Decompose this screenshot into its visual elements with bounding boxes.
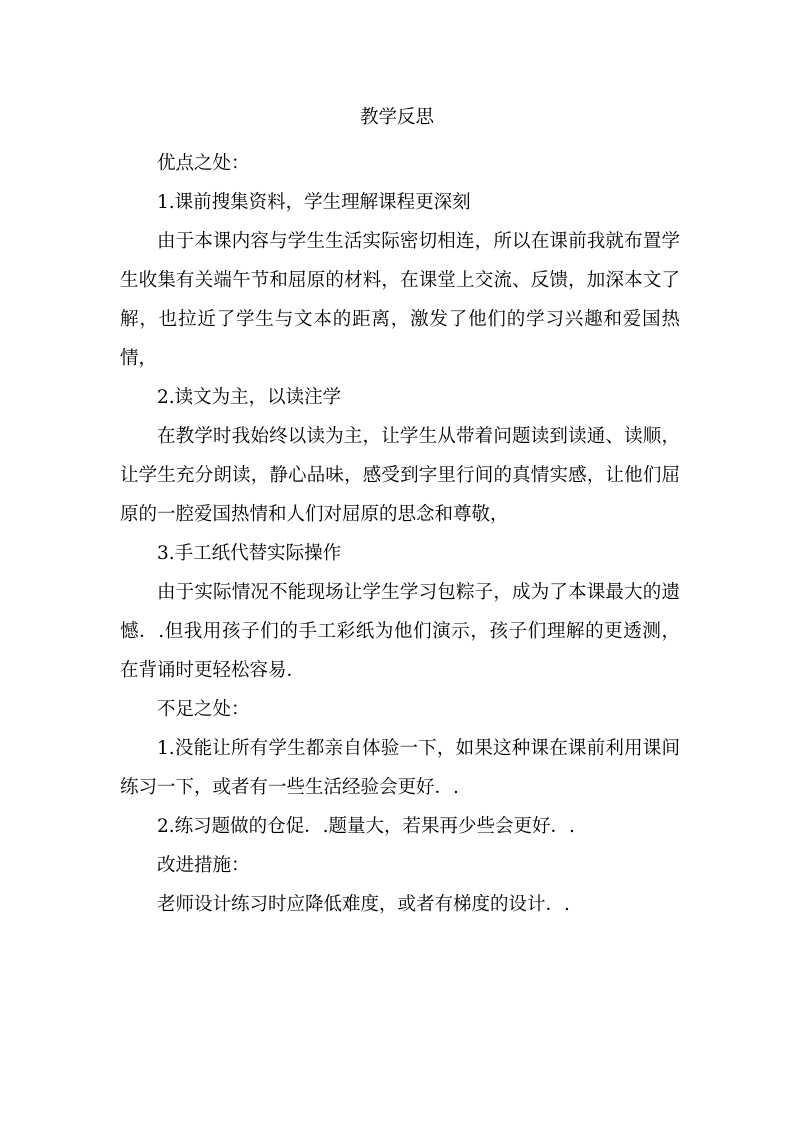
document-title: 教学反思 xyxy=(359,107,434,128)
document-body xyxy=(120,144,680,924)
point-heading-1: 1.课前搜集资料，学生理解课程更深刻 xyxy=(157,192,471,213)
point-body-3: 由于实际情况不能现场让学生学习包粽子，成为了本课最大的遗憾．.但我用孩子们的手工彩纸为他们演示，孩子们理解的更透测，在背诵时更轻松容易． xyxy=(120,582,680,681)
weakness-1: 1.没能让所有学生都亲自体验一下，如果这种课在课前利用课间练习一下，或者有一些生活经验会更好．. xyxy=(120,738,680,798)
weakness-2: 2.练习题做的仓促．.题量大，若果再少些会更好．. xyxy=(157,816,575,837)
section-heading-improvements: 改进措施： xyxy=(157,855,250,876)
point-body-1: 由于本课内容与学生生活实际密切相连，所以在课前我就布置学生收集有关端午节和屈原的材料，在课堂上交流、反馈，加深本文了解，也拉近了学生与文本的距离，激发了他们的学习兴趣和爱国热情， xyxy=(120,231,680,369)
point-body-2: 在教学时我始终以读为主，让学生从带着问题读到读通、读顺，让学生充分朗读，静心品味，感受到字里行间的真情实感，让他们屈原的一腔爱国热情和人们对屈原的思念和尊敬， xyxy=(120,426,680,525)
point-heading-2: 2.读文为主，以读注学 xyxy=(157,387,342,408)
section-heading-weaknesses: 不足之处： xyxy=(157,699,250,720)
point-heading-3: 3.手工纸代替实际操作 xyxy=(157,543,342,564)
improvement-1: 老师设计练习时应降低难度，或者有梯度的设计．. xyxy=(157,894,570,915)
section-heading-strengths: 优点之处： xyxy=(157,153,250,174)
